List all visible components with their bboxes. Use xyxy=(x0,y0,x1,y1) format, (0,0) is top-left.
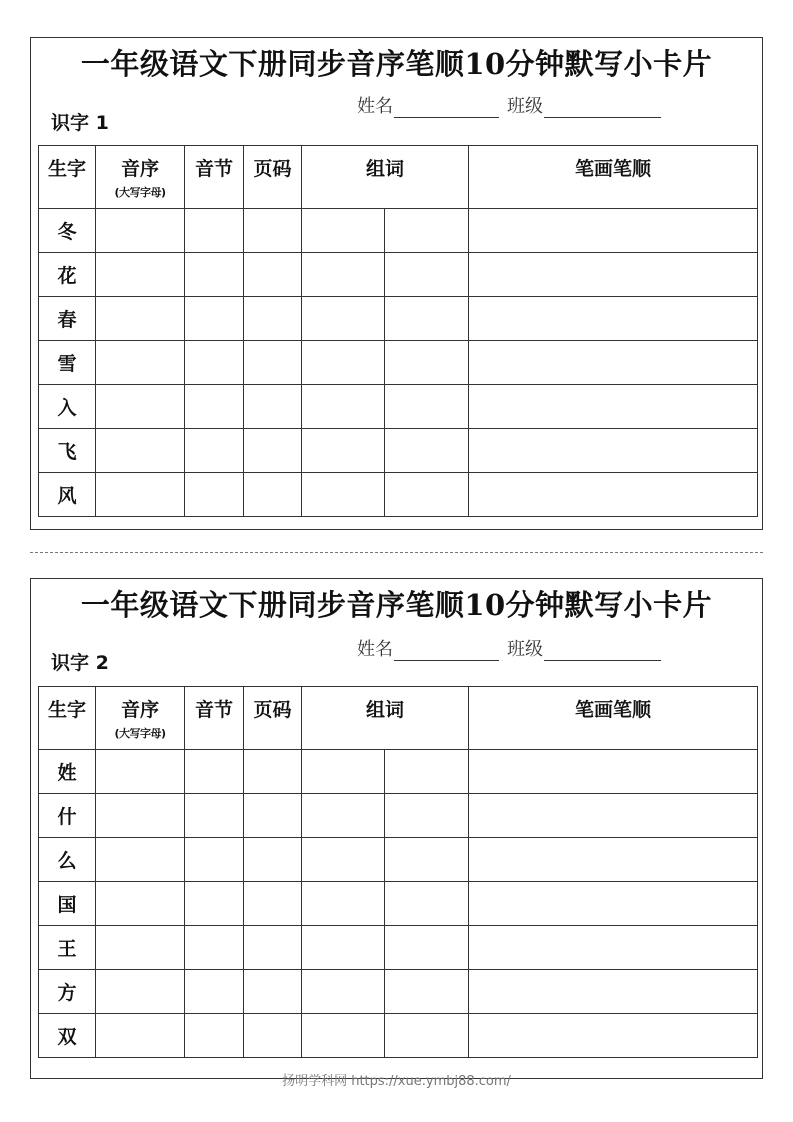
syllable-cell[interactable] xyxy=(185,385,244,429)
char-cell: 冬 xyxy=(39,209,96,253)
order-cell[interactable] xyxy=(96,794,185,838)
word-cell-2[interactable] xyxy=(385,1014,469,1058)
page-cell[interactable] xyxy=(244,429,302,473)
word-cell-1[interactable] xyxy=(302,297,385,341)
strokes-cell[interactable] xyxy=(469,385,758,429)
strokes-cell[interactable] xyxy=(469,838,758,882)
word-cell-1[interactable] xyxy=(302,341,385,385)
order-cell[interactable] xyxy=(96,297,185,341)
dictation-table xyxy=(38,145,758,517)
syllable-cell[interactable] xyxy=(185,838,244,882)
table-row xyxy=(39,794,758,838)
syllable-cell[interactable] xyxy=(185,341,244,385)
order-cell[interactable] xyxy=(96,253,185,297)
word-cell-1[interactable] xyxy=(302,473,385,517)
section-label: 识字 2 xyxy=(51,652,109,674)
word-cell-1[interactable] xyxy=(302,429,385,473)
page-cell[interactable] xyxy=(244,926,302,970)
word-cell-1[interactable] xyxy=(302,926,385,970)
syllable-cell[interactable] xyxy=(185,429,244,473)
char-cell: 什 xyxy=(39,794,96,838)
char-cell: 春 xyxy=(39,297,96,341)
strokes-cell[interactable] xyxy=(469,750,758,794)
page-cell[interactable] xyxy=(244,209,302,253)
table-row xyxy=(39,1014,758,1058)
word-cell-1[interactable] xyxy=(302,794,385,838)
header-order-note: (大写字母) xyxy=(114,727,166,740)
syllable-cell[interactable] xyxy=(185,1014,244,1058)
word-cell-2[interactable] xyxy=(385,882,469,926)
syllable-cell[interactable] xyxy=(185,209,244,253)
word-cell-1[interactable] xyxy=(302,882,385,926)
table-row xyxy=(39,341,758,385)
class-blank[interactable] xyxy=(544,642,661,661)
strokes-cell[interactable] xyxy=(469,429,758,473)
word-cell-2[interactable] xyxy=(385,926,469,970)
char-cell: 雪 xyxy=(39,341,96,385)
char-cell: 王 xyxy=(39,926,96,970)
card-title: 一年级语文下册同步音序笔顺10分钟默写小卡片 xyxy=(80,47,713,81)
table-row xyxy=(39,970,758,1014)
strokes-cell[interactable] xyxy=(469,926,758,970)
syllable-cell[interactable] xyxy=(185,473,244,517)
strokes-cell[interactable] xyxy=(469,473,758,517)
strokes-cell[interactable] xyxy=(469,253,758,297)
table-row xyxy=(39,297,758,341)
name-field xyxy=(357,92,499,118)
word-cell-2[interactable] xyxy=(385,297,469,341)
header-order-label: 音序 xyxy=(120,699,159,721)
page-cell[interactable] xyxy=(244,253,302,297)
word-cell-2[interactable] xyxy=(385,341,469,385)
order-cell[interactable] xyxy=(96,838,185,882)
page-cell[interactable] xyxy=(244,882,302,926)
class-field xyxy=(507,92,661,118)
page-cell[interactable] xyxy=(244,750,302,794)
name-blank[interactable] xyxy=(394,642,499,661)
header-words: 组词 xyxy=(302,687,469,750)
header-order xyxy=(96,687,185,750)
class-label: 班级 xyxy=(507,96,543,117)
char-cell: 飞 xyxy=(39,429,96,473)
page-cell[interactable] xyxy=(244,297,302,341)
syllable-cell[interactable] xyxy=(185,794,244,838)
table-header-row xyxy=(39,687,758,750)
page-cell[interactable] xyxy=(244,385,302,429)
header-page: 页码 xyxy=(244,146,302,209)
table-row xyxy=(39,882,758,926)
word-cell-2[interactable] xyxy=(385,209,469,253)
class-label: 班级 xyxy=(507,639,543,660)
page-cell[interactable] xyxy=(244,473,302,517)
char-cell: 双 xyxy=(39,1014,96,1058)
word-cell-1[interactable] xyxy=(302,209,385,253)
table-row xyxy=(39,750,758,794)
page-cell[interactable] xyxy=(244,1014,302,1058)
class-blank[interactable] xyxy=(544,99,661,118)
header-order-label: 音序 xyxy=(120,158,159,180)
char-cell: 入 xyxy=(39,385,96,429)
header-order xyxy=(96,146,185,209)
word-cell-1[interactable] xyxy=(302,253,385,297)
strokes-cell[interactable] xyxy=(469,297,758,341)
table-row xyxy=(39,926,758,970)
page-cell[interactable] xyxy=(244,838,302,882)
order-cell[interactable] xyxy=(96,1014,185,1058)
char-cell: 花 xyxy=(39,253,96,297)
dictation-card-2 xyxy=(30,578,763,1079)
table-header-row xyxy=(39,146,758,209)
page-cell[interactable] xyxy=(244,794,302,838)
header-char: 生字 xyxy=(39,146,96,209)
table-row xyxy=(39,253,758,297)
syllable-cell[interactable] xyxy=(185,970,244,1014)
order-cell[interactable] xyxy=(96,385,185,429)
char-cell: 方 xyxy=(39,970,96,1014)
word-cell-1[interactable] xyxy=(302,385,385,429)
order-cell[interactable] xyxy=(96,473,185,517)
syllable-cell[interactable] xyxy=(185,253,244,297)
order-cell[interactable] xyxy=(96,750,185,794)
header-order-note: (大写字母) xyxy=(114,186,166,199)
table-row xyxy=(39,385,758,429)
cut-line-divider xyxy=(30,552,763,553)
word-cell-2[interactable] xyxy=(385,385,469,429)
word-cell-2[interactable] xyxy=(385,473,469,517)
strokes-cell[interactable] xyxy=(469,970,758,1014)
strokes-cell[interactable] xyxy=(469,1014,758,1058)
strokes-cell[interactable] xyxy=(469,794,758,838)
word-cell-1[interactable] xyxy=(302,838,385,882)
card-title: 一年级语文下册同步音序笔顺10分钟默写小卡片 xyxy=(80,588,713,622)
word-cell-2[interactable] xyxy=(385,750,469,794)
strokes-cell[interactable] xyxy=(469,341,758,385)
header-page: 页码 xyxy=(244,687,302,750)
header-strokes: 笔画笔顺 xyxy=(469,146,758,209)
char-cell: 国 xyxy=(39,882,96,926)
word-cell-2[interactable] xyxy=(385,838,469,882)
page-cell[interactable] xyxy=(244,341,302,385)
order-cell[interactable] xyxy=(96,341,185,385)
footer-watermark: 扬明学科网 https://xue.ymbj88.com/ xyxy=(282,1074,511,1089)
syllable-cell[interactable] xyxy=(185,926,244,970)
class-field xyxy=(507,635,661,661)
table-row xyxy=(39,429,758,473)
char-cell: 风 xyxy=(39,473,96,517)
table-row xyxy=(39,838,758,882)
word-cell-1[interactable] xyxy=(302,1014,385,1058)
order-cell[interactable] xyxy=(96,429,185,473)
header-syllable: 音节 xyxy=(185,146,244,209)
dictation-table xyxy=(38,686,758,1058)
syllable-cell[interactable] xyxy=(185,882,244,926)
name-label: 姓名 xyxy=(357,96,393,117)
strokes-cell[interactable] xyxy=(469,209,758,253)
strokes-cell[interactable] xyxy=(469,882,758,926)
order-cell[interactable] xyxy=(96,209,185,253)
name-label: 姓名 xyxy=(357,639,393,660)
dictation-card-1 xyxy=(30,37,763,530)
char-cell: 么 xyxy=(39,838,96,882)
word-cell-1[interactable] xyxy=(302,750,385,794)
header-char: 生字 xyxy=(39,687,96,750)
order-cell[interactable] xyxy=(96,882,185,926)
word-cell-2[interactable] xyxy=(385,970,469,1014)
word-cell-1[interactable] xyxy=(302,970,385,1014)
word-cell-2[interactable] xyxy=(385,794,469,838)
header-syllable: 音节 xyxy=(185,687,244,750)
word-cell-2[interactable] xyxy=(385,429,469,473)
table-row xyxy=(39,473,758,517)
order-cell[interactable] xyxy=(96,970,185,1014)
name-blank[interactable] xyxy=(394,99,499,118)
header-strokes: 笔画笔顺 xyxy=(469,687,758,750)
page-cell[interactable] xyxy=(244,970,302,1014)
header-words: 组词 xyxy=(302,146,469,209)
table-row xyxy=(39,209,758,253)
syllable-cell[interactable] xyxy=(185,297,244,341)
word-cell-2[interactable] xyxy=(385,253,469,297)
order-cell[interactable] xyxy=(96,926,185,970)
char-cell: 姓 xyxy=(39,750,96,794)
syllable-cell[interactable] xyxy=(185,750,244,794)
section-label: 识字 1 xyxy=(51,112,109,134)
name-field xyxy=(357,635,499,661)
